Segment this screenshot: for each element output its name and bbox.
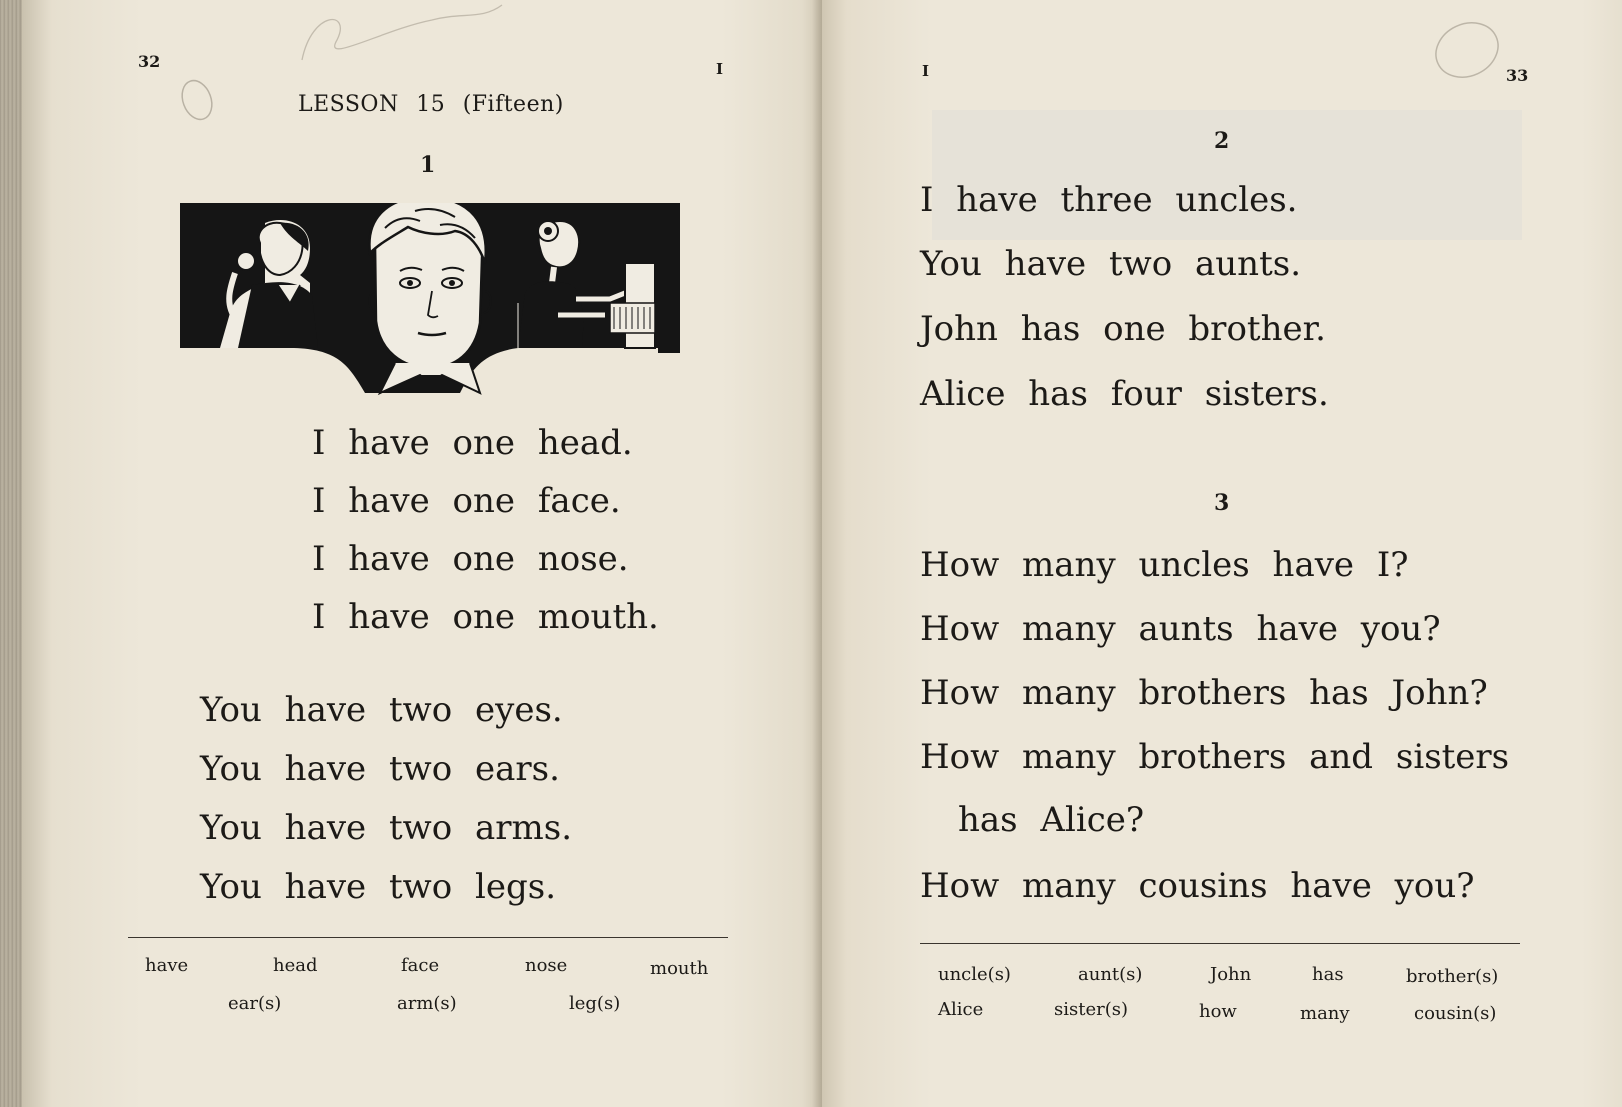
right-corner-mark: I bbox=[922, 62, 930, 80]
page-edges bbox=[0, 0, 22, 1107]
right-vocab-word: how bbox=[1199, 1001, 1237, 1022]
left-page-number: 32 bbox=[138, 52, 161, 71]
left-line-3: I have one nose. bbox=[312, 539, 629, 579]
left-vocab-word: head bbox=[273, 955, 318, 976]
right-s2-line-1: I have three uncles. bbox=[920, 180, 1298, 220]
right-s2-line-3: John has one brother. bbox=[920, 309, 1326, 349]
section-number-3: 3 bbox=[1214, 490, 1230, 516]
left-vocab-word: leg(s) bbox=[569, 993, 621, 1014]
left-vocab-word: face bbox=[401, 955, 440, 976]
right-vocab-word: John bbox=[1210, 964, 1252, 985]
left-line-5: You have two eyes. bbox=[200, 690, 563, 730]
left-line-7: You have two arms. bbox=[200, 808, 573, 848]
right-s3-line-5: has Alice? bbox=[958, 800, 1145, 840]
right-vocab-word: aunt(s) bbox=[1078, 964, 1143, 985]
right-page bbox=[822, 0, 1622, 1107]
right-s3-line-6: How many cousins have you? bbox=[920, 866, 1475, 906]
section-number-1: 1 bbox=[420, 152, 436, 178]
left-vocab-rule bbox=[128, 937, 728, 938]
right-vocab-word: many bbox=[1300, 1003, 1350, 1024]
right-s3-line-3: How many brothers has John? bbox=[920, 673, 1488, 713]
section-number-2: 2 bbox=[1214, 128, 1230, 154]
left-vocab-word: ear(s) bbox=[228, 993, 282, 1014]
left-line-4: I have one mouth. bbox=[312, 597, 659, 637]
right-vocab-word: brother(s) bbox=[1406, 966, 1499, 987]
pencil-scribble-mark bbox=[292, 0, 512, 70]
pencil-circle-mark bbox=[172, 70, 232, 130]
left-vocab-word: arm(s) bbox=[397, 993, 457, 1014]
left-line-6: You have two ears. bbox=[200, 749, 560, 789]
right-vocab-word: sister(s) bbox=[1054, 999, 1129, 1020]
left-vocab-word: nose bbox=[525, 955, 568, 976]
right-vocab-word: Alice bbox=[938, 999, 984, 1020]
lesson-illustration bbox=[180, 203, 680, 401]
right-s3-line-1: How many uncles have I? bbox=[920, 545, 1409, 585]
right-vocab-word: uncle(s) bbox=[938, 964, 1011, 985]
left-line-2: I have one face. bbox=[312, 481, 621, 521]
right-s3-line-4: How many brothers and sisters bbox=[920, 737, 1510, 777]
right-vocab-word: cousin(s) bbox=[1414, 1003, 1497, 1024]
right-page-number: 33 bbox=[1506, 66, 1529, 85]
right-s2-line-2: You have two aunts. bbox=[920, 244, 1301, 284]
right-vocab-rule bbox=[920, 943, 1520, 944]
lesson-title: LESSON 15 (Fifteen) bbox=[298, 92, 564, 117]
right-s3-line-2: How many aunts have you? bbox=[920, 609, 1441, 649]
right-vocab-word: has bbox=[1312, 964, 1344, 985]
left-vocab-word: mouth bbox=[650, 958, 709, 979]
left-corner-mark: I bbox=[716, 60, 724, 78]
left-line-1: I have one head. bbox=[312, 423, 633, 463]
left-line-8: You have two legs. bbox=[200, 867, 557, 907]
left-vocab-word: have bbox=[145, 955, 189, 976]
pencil-circle-mark bbox=[1422, 10, 1512, 90]
right-s2-line-4: Alice has four sisters. bbox=[920, 374, 1329, 414]
